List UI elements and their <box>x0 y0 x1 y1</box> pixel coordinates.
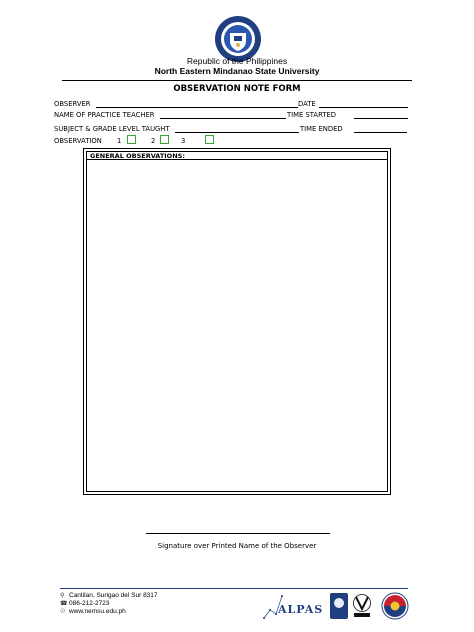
observation-label: OBSERVATION <box>54 137 102 145</box>
general-observations-label: GENERAL OBSERVATIONS: <box>90 152 185 160</box>
footer-phone-text: 086-212-2723 <box>69 600 110 607</box>
observation-2-checkbox[interactable] <box>160 135 169 144</box>
observation-option-2-label: 2 <box>151 137 156 145</box>
observer-field[interactable] <box>96 100 298 108</box>
practice-teacher-label: NAME OF PRACTICE TEACHER <box>54 111 155 119</box>
time-ended-field[interactable] <box>354 125 407 133</box>
time-ended-label: TIME ENDED <box>300 125 343 133</box>
footer-divider <box>60 588 408 589</box>
time-started-label: TIME STARTED <box>287 111 336 119</box>
observation-option-1-label: 1 <box>117 137 122 145</box>
observation-1-checkbox[interactable] <box>127 135 136 144</box>
subject-grade-field[interactable] <box>175 125 299 133</box>
date-label: DATE <box>298 100 316 108</box>
globe-icon: ☉ <box>60 608 66 615</box>
footer-website-text[interactable]: www.nemsu.edu.ph <box>69 608 126 615</box>
header-divider <box>62 80 412 81</box>
form-title: OBSERVATION NOTE FORM <box>173 84 301 94</box>
signature-line[interactable] <box>146 533 330 534</box>
date-field[interactable] <box>319 100 408 108</box>
general-observations-header-divider <box>86 159 388 160</box>
phone-icon: ☎ <box>60 600 68 607</box>
ukas-certification-logo <box>352 593 372 619</box>
certification-logo <box>330 593 348 619</box>
footer-website <box>60 608 126 615</box>
observation-3-checkbox[interactable] <box>205 135 214 144</box>
subject-grade-label: SUBJECT & GRADE LEVEL TAUGHT <box>54 125 170 133</box>
general-observations-area[interactable] <box>86 151 388 492</box>
location-pin-icon: ⚲ <box>60 592 65 599</box>
observation-option-3-label: 3 <box>181 137 186 145</box>
header-university-name: North Eastern Mindanao State University <box>154 66 320 76</box>
bagong-pilipinas-logo <box>380 591 410 621</box>
alpas-logo-text: ALPAS <box>278 603 324 616</box>
observer-label: OBSERVER <box>54 100 91 108</box>
footer-address <box>60 592 158 599</box>
signature-label: Signature over Printed Name of the Observer <box>157 542 317 550</box>
footer-phone <box>60 600 109 607</box>
footer-address-text: Cantilan, Surigao del Sur 8317 <box>69 592 158 599</box>
practice-teacher-field[interactable] <box>160 111 286 119</box>
time-started-field[interactable] <box>354 111 408 119</box>
header-republic: Republic of the Philippines <box>186 56 288 66</box>
